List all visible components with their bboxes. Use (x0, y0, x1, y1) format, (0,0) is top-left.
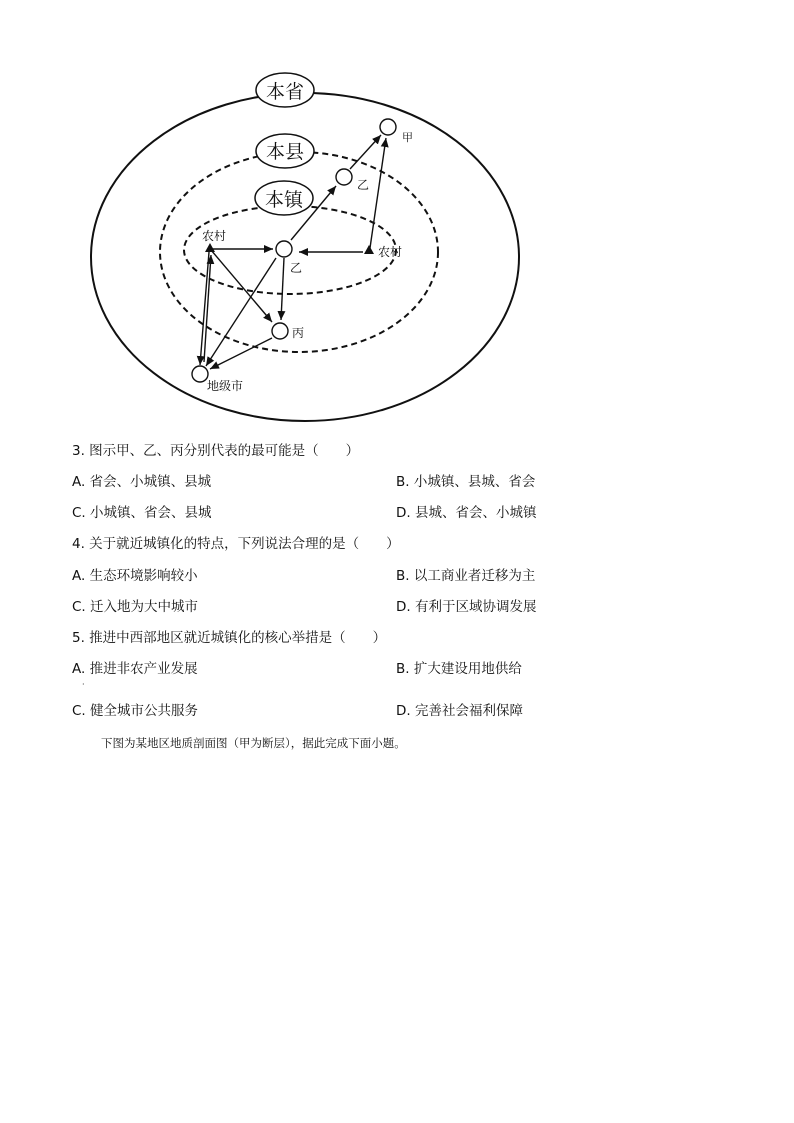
question-4-stem: 4. 关于就近城镇化的特点，下列说法合理的是（ ） (72, 536, 400, 552)
q3-option-b: B. 小城镇、县城、省会 (396, 474, 536, 490)
next-section-intro: 下图为某地区地质剖面图（甲为断层），据此完成下面小题。 (101, 736, 406, 750)
yi-upper-label: 乙 (357, 178, 370, 192)
province-label: 本省 (265, 81, 305, 103)
prefecture-city-label: 地级市 (207, 379, 244, 393)
yi-upper-node (336, 169, 352, 185)
q4-option-b: B. 以工商业者迁移为主 (396, 568, 536, 584)
stray-mark: · (82, 680, 85, 689)
village-left-triangle (205, 243, 215, 252)
q3-option-c: C. 小城镇、省会、县城 (72, 505, 212, 521)
jia-label: 甲 (402, 131, 413, 144)
village-right-label: 农村 (378, 245, 403, 259)
bing-node (272, 323, 288, 339)
bing-label: 丙 (292, 326, 305, 340)
county-label: 本县 (265, 141, 305, 163)
q3-option-d: D. 县城、省会、小城镇 (396, 505, 537, 521)
question-5-stem: 5. 推进中西部地区就近城镇化的核心举措是（ ） (72, 630, 387, 646)
village-left-label: 农村 (202, 229, 227, 243)
county-label-oval (256, 134, 314, 168)
q5-option-a: A. 推进非农产业发展 (72, 661, 198, 677)
prefecture-city-node (192, 366, 208, 382)
q4-option-a: A. 生态环境影响较小 (72, 568, 198, 584)
village-right-triangle (364, 245, 374, 254)
town-label-oval (255, 181, 313, 215)
town-label: 本镇 (264, 189, 304, 211)
urbanization-diagram (80, 65, 530, 430)
q4-option-c: C. 迁入地为大中城市 (72, 599, 199, 615)
jia-node (380, 119, 396, 135)
q4-option-d: D. 有利于区域协调发展 (396, 599, 537, 615)
yi-center-node (276, 241, 292, 257)
yi-center-label: 乙 (290, 261, 303, 275)
q3-option-a: A. 省会、小城镇、县城 (72, 474, 212, 490)
q5-option-c: C. 健全城市公共服务 (72, 703, 199, 719)
question-3-stem: 3. 图示甲、乙、丙分别代表的最可能是（ ） (72, 443, 360, 459)
q5-option-b: B. 扩大建设用地供给 (396, 661, 522, 677)
q5-option-d: D. 完善社会福利保障 (396, 703, 523, 719)
province-label-oval (256, 73, 314, 107)
